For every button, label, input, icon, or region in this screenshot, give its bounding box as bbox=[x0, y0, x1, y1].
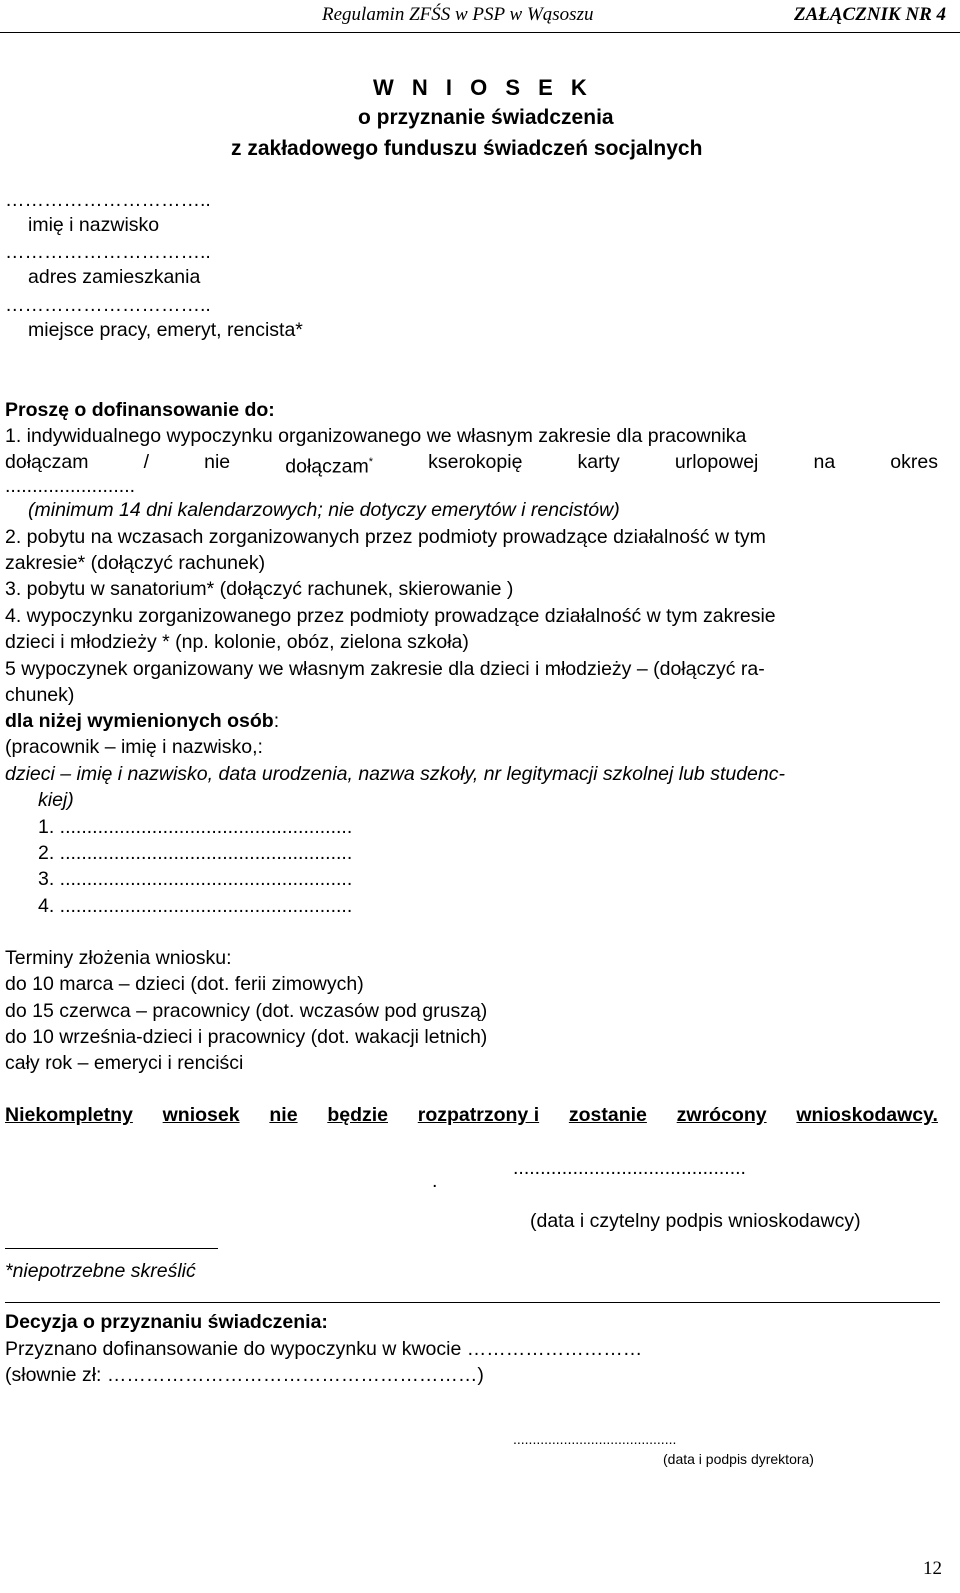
header-regulation: Regulamin ZFŚS w PSP w Wąsoszu bbox=[322, 4, 594, 25]
deadline-1: do 10 marca – dzieci (dot. ferii zimowych) bbox=[5, 973, 364, 995]
item-1-period-dots: ........................ bbox=[5, 475, 136, 497]
name-label: imię i nazwisko bbox=[28, 214, 160, 236]
children-line-1: dzieci – imię i nazwisko, data urodzenia, nazwa szkoły, nr legitymacji szkolnej lub studenc- bbox=[5, 763, 785, 785]
person-row-4: 4. ...................................................... bbox=[38, 895, 353, 917]
item-1-line-2: dołączam / nie dołączam* kserokopię karty urlopowej na okres bbox=[5, 451, 938, 478]
deadlines-heading: Terminy złożenia wniosku: bbox=[5, 947, 232, 969]
employee-line: (pracownik – imię i nazwisko,: bbox=[5, 736, 263, 758]
decision-heading: Decyzja o przyznaniu świadczenia: bbox=[5, 1311, 328, 1333]
item-4-line-1: 4. wypoczynku zorganizowanego przez podmioty prowadzące działalność w tym zakresie bbox=[5, 605, 776, 627]
person-row-1: 1. ...................................................... bbox=[38, 816, 353, 838]
decision-divider bbox=[5, 1302, 940, 1303]
address-dots: ………………………….. bbox=[5, 241, 211, 263]
footnote-rule bbox=[5, 1248, 218, 1249]
item-4-line-2: dzieci i młodzieży * (np. kolonie, obóz, zielona szkoła) bbox=[5, 631, 469, 653]
deadline-2: do 15 czerwca – pracownicy (dot. wczasów pod gruszą) bbox=[5, 1000, 488, 1022]
decision-amount-line: Przyznano dofinansowanie do wypoczynku w kwocie ……………………… bbox=[5, 1338, 643, 1360]
item-2-line-1: 2. pobytu na wczasach zorganizowanych przez podmioty prowadzące działalność w tym bbox=[5, 526, 766, 548]
director-signature-label: (data i podpis dyrektora) bbox=[663, 1451, 814, 1467]
deadline-3: do 10 września-dzieci i pracownicy (dot. wakacji letnich) bbox=[5, 1026, 488, 1048]
address-label: adres zamieszkania bbox=[28, 266, 201, 288]
item-5-line-1: 5 wypoczynek organizowany we własnym zakresie dla dzieci i młodzieży – (dołączyć ra- bbox=[5, 658, 765, 680]
item-3: 3. pobytu w sanatorium* (dołączyć rachunek, skierowanie ) bbox=[5, 578, 514, 600]
children-line-2: kiej) bbox=[38, 789, 74, 811]
persons-heading: dla niżej wymienionych osób: bbox=[5, 710, 280, 732]
decision-words-line: (słownie zł: …………………………………………………) bbox=[5, 1364, 484, 1386]
name-dots: ………………………….. bbox=[5, 189, 211, 211]
director-signature-dots: .......................................... bbox=[513, 1431, 677, 1447]
footnote: *niepotrzebne skreślić bbox=[5, 1260, 196, 1282]
workplace-dots: ………………………….. bbox=[5, 294, 211, 316]
item-2-line-2: zakresie* (dołączyć rachunek) bbox=[5, 552, 266, 574]
workplace-label: miejsce pracy, emeryt, rencista* bbox=[28, 319, 303, 341]
item-1-line-1: 1. indywidualnego wypoczynku organizowanego we własnym zakresie dla pracownika bbox=[5, 425, 747, 447]
asterisk-mark: * bbox=[368, 456, 373, 468]
request-heading: Proszę o dofinansowanie do: bbox=[5, 399, 275, 421]
header-divider bbox=[0, 32, 960, 33]
header-attachment: ZAŁĄCZNIK NR 4 bbox=[793, 4, 946, 25]
incomplete-warning: Niekompletny wniosek nie będzie rozpatrzony i zostanie zwrócony wnioskodawcy. bbox=[5, 1104, 938, 1126]
deadline-4: cały rok – emeryci i renciści bbox=[5, 1052, 244, 1074]
person-row-3: 3. ...................................................... bbox=[38, 868, 353, 890]
applicant-signature-label: (data i czytelny podpis wnioskodawcy) bbox=[530, 1210, 861, 1232]
form-title: W N I O S E K bbox=[373, 75, 593, 100]
form-subtitle-2: z zakładowego funduszu świadczeń socjalnych bbox=[231, 137, 703, 160]
item-5-line-2: chunek) bbox=[5, 684, 75, 706]
person-row-2: 2. ...................................................... bbox=[38, 842, 353, 864]
stray-dot: . bbox=[432, 1170, 438, 1192]
item-1-note: (minimum 14 dni kalendarzowych; nie dotyczy emerytów i rencistów) bbox=[28, 499, 620, 521]
form-subtitle-1: o przyznanie świadczenia bbox=[358, 106, 614, 129]
applicant-signature-dots: ........................................... bbox=[513, 1157, 746, 1179]
page-number: 12 bbox=[923, 1558, 942, 1579]
